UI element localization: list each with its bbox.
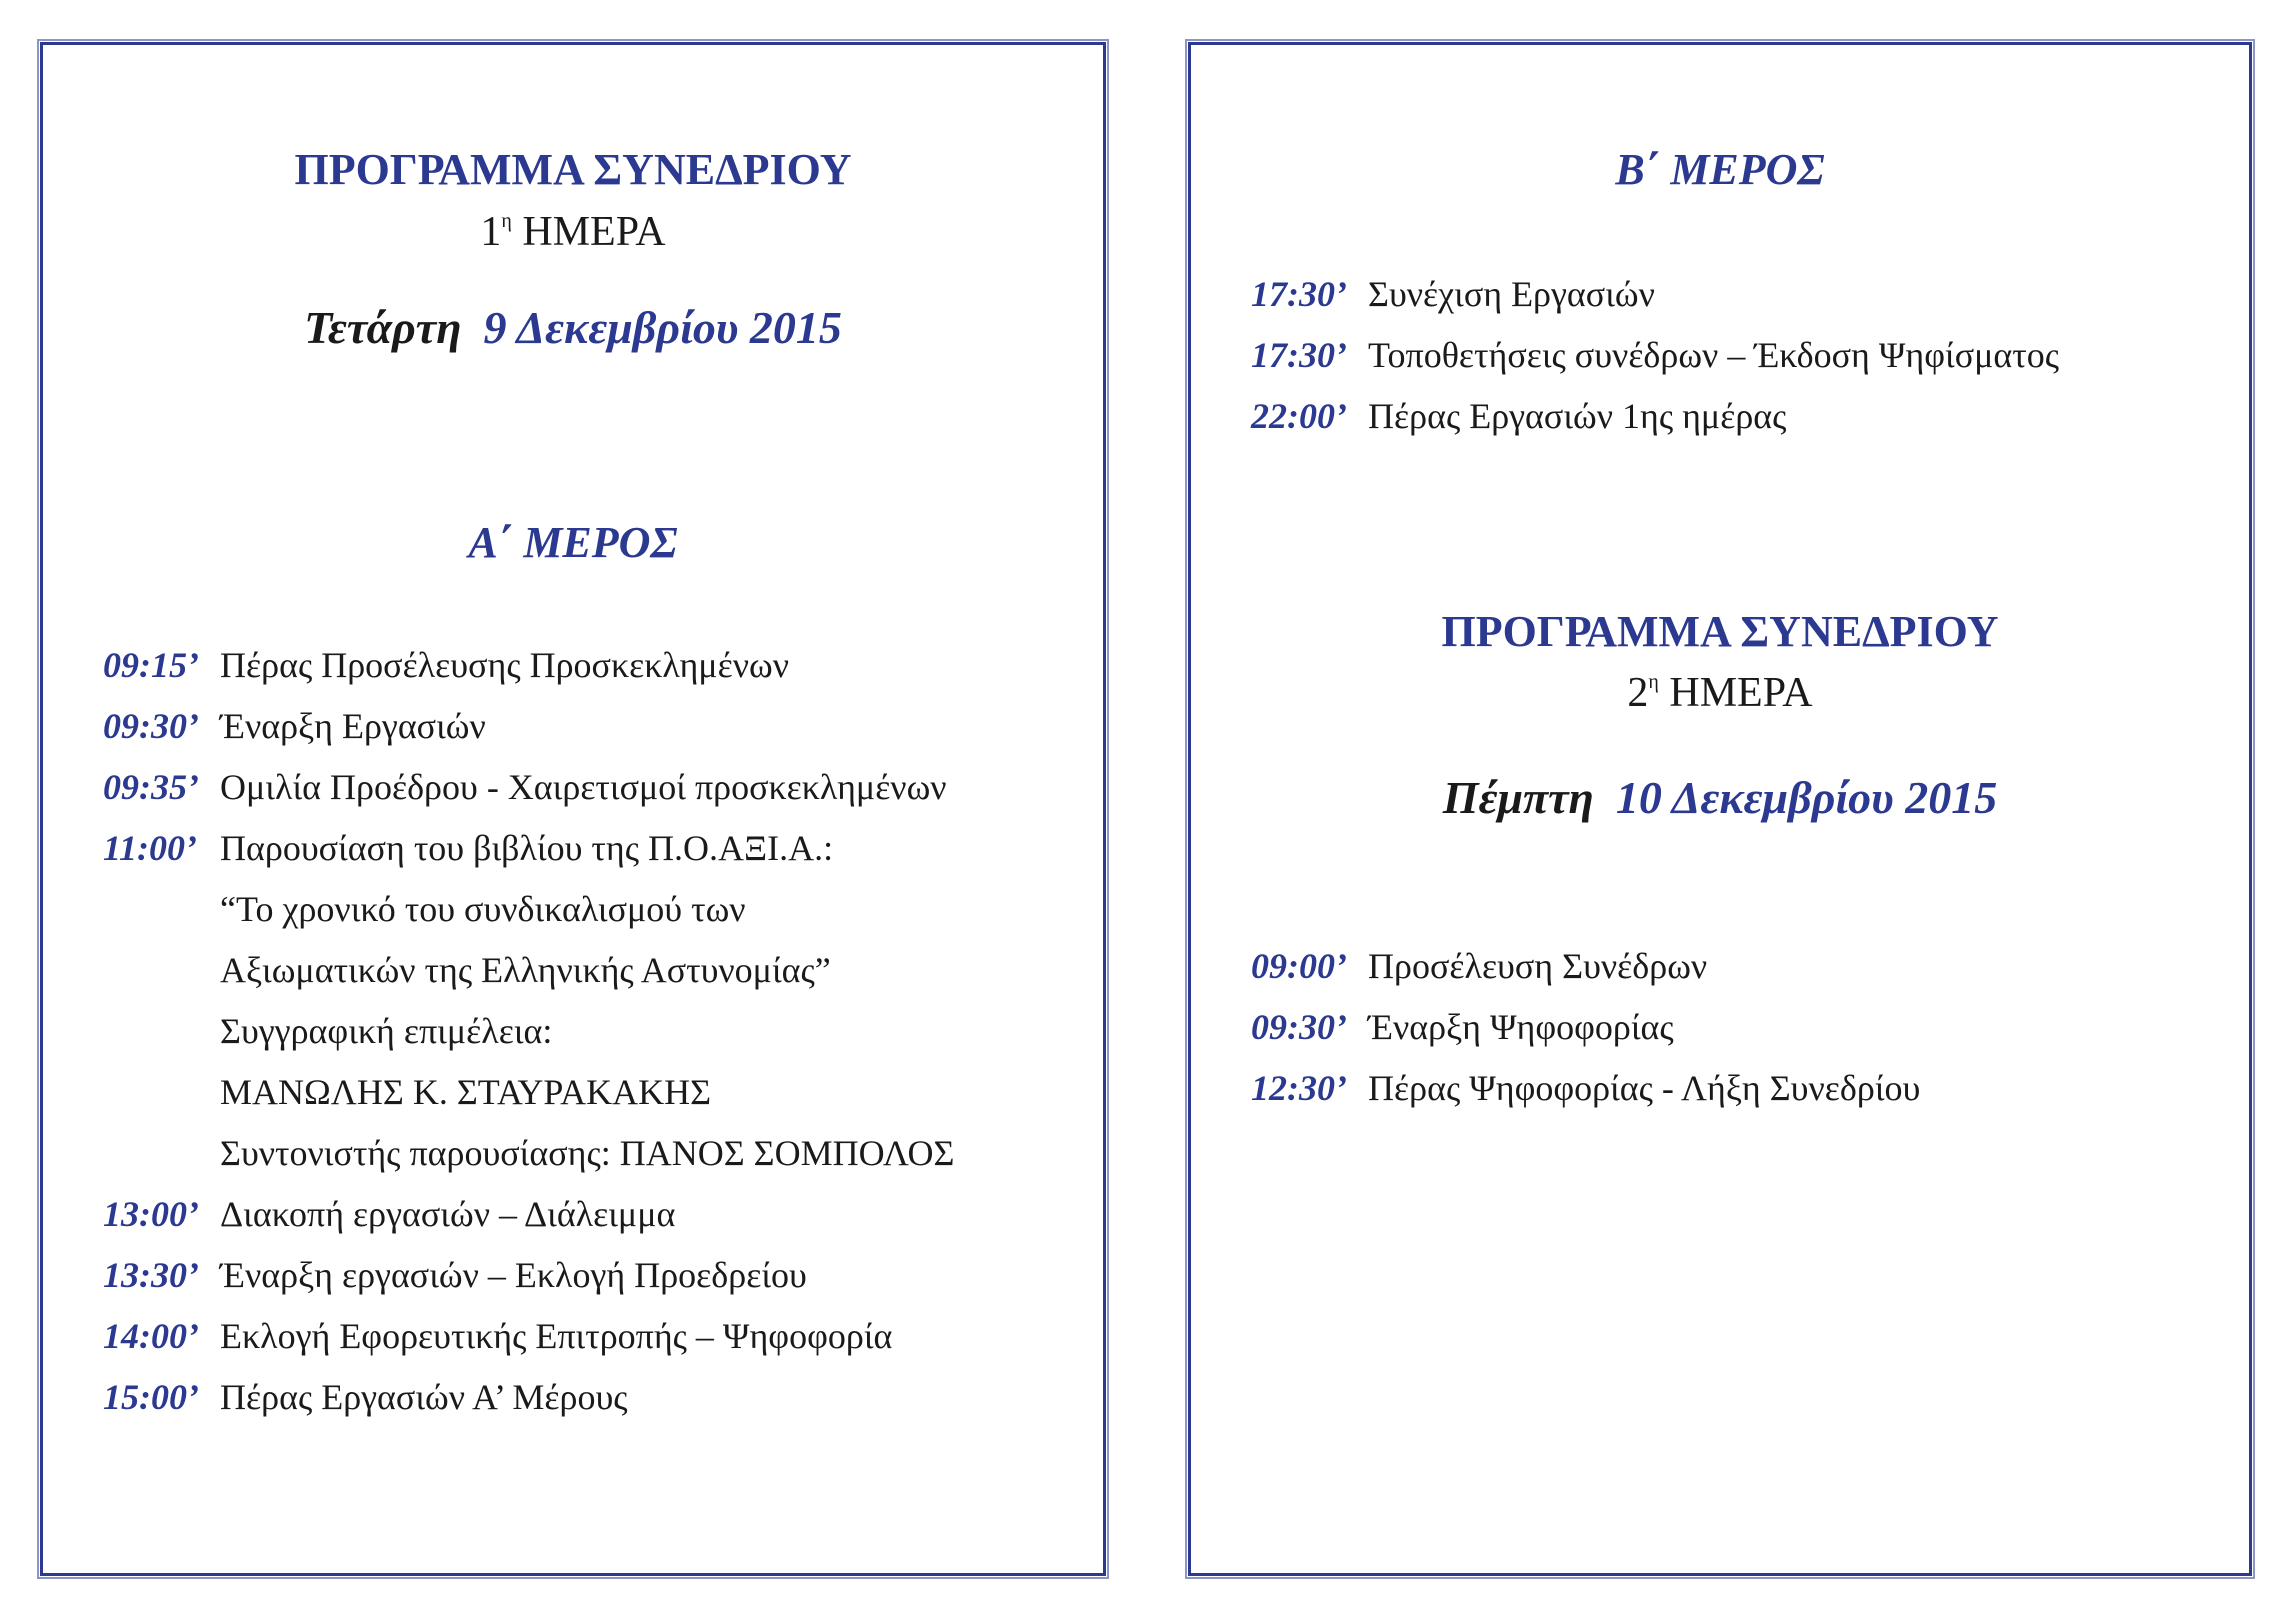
day2-number: 2: [1627, 670, 1649, 716]
schedule-time: 17:30’: [1251, 274, 1347, 314]
schedule-text: Ομιλία Προέδρου - Χαιρετισμοί προσκεκλημένων: [220, 767, 947, 807]
schedule-item: [103, 696, 1083, 757]
schedule-time: 09:30’: [1251, 1007, 1347, 1047]
schedule-item: [103, 1062, 1083, 1123]
schedule-item: [1251, 997, 2229, 1058]
date-line-day2: [1191, 772, 2249, 823]
date-line: [43, 302, 1103, 353]
schedule-item: [1251, 386, 2229, 447]
day2-word: ΗΜΕΡΑ: [1658, 670, 1813, 716]
program-title-day2: ΠΡΟΓΡΑΜΜΑ ΣΥΝΕΔΡΙΟΥ: [1441, 607, 1999, 656]
schedule-text: Έναρξη Εργασιών: [220, 706, 486, 746]
schedule-text: Παρουσίαση του βιβλίου της Π.Ο.ΑΞΙ.Α.:: [220, 828, 834, 868]
schedule-time: 09:35’: [103, 767, 199, 807]
schedule-item: [1251, 1058, 2229, 1119]
schedule-time: 17:30’: [1251, 335, 1347, 375]
schedule-text: Τοποθετήσεις συνέδρων – Έκδοση Ψηφίσματος: [1368, 335, 2059, 375]
schedule-item: [103, 1245, 1083, 1306]
schedule-time: 13:30’: [103, 1255, 199, 1295]
day1-schedule: [103, 635, 1083, 1428]
day-word: ΗΜΕΡΑ: [511, 209, 666, 255]
schedule-text: Εκλογή Εφορευτικής Επιτροπής – Ψηφοφορία: [220, 1316, 893, 1356]
schedule-text: Συγγραφική επιμέλεια:: [220, 1011, 553, 1051]
schedule-text: Έναρξη εργασιών – Εκλογή Προεδρείου: [220, 1255, 807, 1295]
weekday: Τετάρτη: [304, 302, 462, 353]
program-title: ΠΡΟΓΡΑΜΜΑ ΣΥΝΕΔΡΙΟΥ: [294, 145, 852, 194]
schedule-item: [103, 1001, 1083, 1062]
schedule-time: 11:00’: [103, 828, 197, 868]
day-ordinal: η: [501, 210, 512, 232]
schedule-time: 12:30’: [1251, 1068, 1347, 1108]
schedule-text: Διακοπή εργασιών – Διάλειμμα: [220, 1194, 676, 1234]
day2-panel: [1188, 42, 2252, 1576]
schedule-item: [103, 635, 1083, 696]
schedule-time: 14:00’: [103, 1316, 199, 1356]
schedule-text: “Το χρονικό του συνδικαλισμού των: [220, 889, 746, 929]
schedule-text: Προσέλευση Συνέδρων: [1368, 946, 1708, 986]
part-b-schedule: [1251, 264, 2229, 447]
schedule-text: Αξιωματικών της Ελληνικής Αστυνομίας”: [220, 950, 831, 990]
schedule-text: Πέρας Ψηφοφορίας - Λήξη Συνεδρίου: [1368, 1068, 1921, 1108]
schedule-item: [103, 818, 1083, 879]
day-number: 1: [480, 209, 502, 255]
schedule-text: Πέρας Εργασιών Α’ Μέρους: [220, 1377, 628, 1417]
schedule-item: [103, 757, 1083, 818]
schedule-time: 09:15’: [103, 645, 199, 685]
schedule-time: 15:00’: [103, 1377, 199, 1417]
day2-ordinal: η: [1648, 671, 1659, 693]
schedule-item: [103, 1123, 1083, 1184]
schedule-item: [103, 1306, 1083, 1367]
part-a-title: Α΄ ΜΕΡΟΣ: [468, 518, 678, 567]
schedule-item: [103, 940, 1083, 1001]
schedule-text: Πέρας Εργασιών 1ης ημέρας: [1368, 396, 1787, 436]
schedule-item: [1251, 264, 2229, 325]
schedule-text: Συνέχιση Εργασιών: [1368, 274, 1655, 314]
day-label: [43, 211, 1103, 253]
weekday-day2: Πέμπτη: [1442, 772, 1594, 823]
schedule-item: [103, 1184, 1083, 1245]
day2-label: [1191, 672, 2249, 714]
schedule-time: 09:00’: [1251, 946, 1347, 986]
schedule-time: 22:00’: [1251, 396, 1347, 436]
schedule-text: Έναρξη Ψηφοφορίας: [1368, 1007, 1674, 1047]
schedule-text: Συντονιστής παρουσίασης: ΠΑΝΟΣ ΣΟΜΠΟΛΟΣ: [220, 1133, 955, 1173]
date: 9 Δεκεμβρίου 2015: [483, 302, 842, 353]
schedule-item: [1251, 325, 2229, 386]
date-day2: 10 Δεκεμβρίου 2015: [1615, 772, 1998, 823]
schedule-item: [1251, 936, 2229, 997]
schedule-text: ΜΑΝΩΛΗΣ Κ. ΣΤΑΥΡΑΚΑΚΗΣ: [220, 1072, 712, 1112]
day1-panel: [40, 42, 1106, 1576]
day2-schedule: [1251, 936, 2229, 1119]
schedule-text: Πέρας Προσέλευσης Προσκεκλημένων: [220, 645, 789, 685]
schedule-item: [103, 1367, 1083, 1428]
schedule-item: [103, 879, 1083, 940]
part-b-title: Β΄ ΜΕΡΟΣ: [1615, 145, 1825, 194]
schedule-time: 13:00’: [103, 1194, 199, 1234]
schedule-time: 09:30’: [103, 706, 199, 746]
